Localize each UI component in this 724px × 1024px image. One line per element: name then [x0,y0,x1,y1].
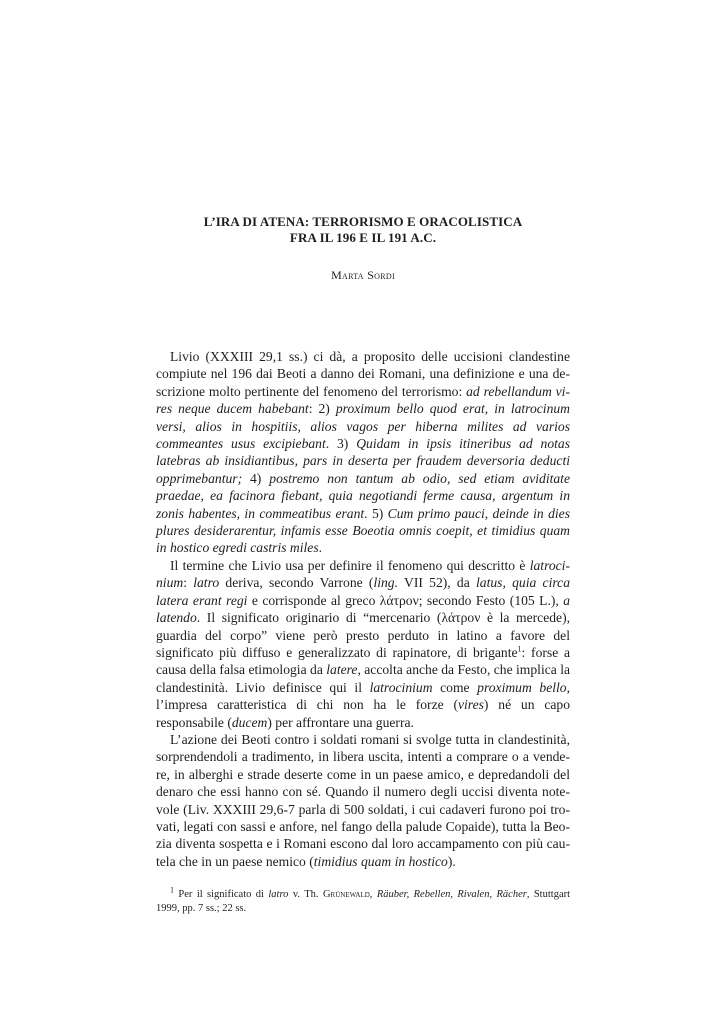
text-run: timidius quam in hostico [313,853,448,869]
author-name: Marta Sordi [331,268,395,282]
text-run: vires [458,697,484,713]
footnote [156,885,571,916]
text-run: Räuber, Rebellen, Rivalen, Rächer [376,889,527,901]
text-run: Cum primo pauci, deinde in dies plures desiderarentur, infamis esse Boeotia omnis coepit, et timidius quam in hostico egredi castris miles [156,505,570,556]
text-run: come [432,679,478,695]
text-run: latrocinium [369,679,433,695]
text-run: : forse a causa della falsa etimologia da [156,644,570,678]
text-run: v. Th. [288,889,323,901]
text-run: , Stuttgart 1999, pp. 7 ss.; 22 ss. [156,889,571,915]
text-run: L’azione dei Beoti contro i soldati romani si svolge tutta in clandestinità, sorprendendoli a tradimento, in libera uscita, intenti a comprare o a vendere, in alberghi e strade deserte come in un paese amico, e depredandoli del denaro che essi hanno con sé. Quando il numero degli uccisi diventa notevole (Liv. XXXIII 29,6-7 parla di 500 soldati, i cui cadaveri furono poi trovati, legati con sassi e anfore, nel fango della palude Copaide), tutta la Beozia diventa sospetta e i Romani escono dal loro accampamento con più cautela che in un paese nemico ( [156,731,570,869]
title-line-1: L’IRA DI ATENA: TERRORISMO E ORACOLISTICA [203,214,523,229]
text-run: ling. [373,575,398,591]
text-run: latro [193,575,220,591]
text-run: Il termine che Livio usa per definire il fenomeno qui descritto è [170,557,530,573]
text-run: postremo non tantum ab odio, sed etiam aviditate praedae, ea facinora fiebant, quia negotiandi ferme causa, argentum in zonis habentes, in commeatibus erant [156,470,570,521]
text-run: latro [268,889,289,901]
text-run: deriva, secondo Varrone ( [219,575,374,591]
text-run: latere [326,662,358,678]
text-run: e corrisponde al greco λάτρον; secondo Festo (105 L.), [247,592,564,608]
text-run: a latendo [156,592,571,626]
body-text [156,348,570,870]
paragraph-3 [156,731,570,870]
text-run: VII 52), da [398,575,477,591]
article-title [156,214,570,246]
text-run: , [369,889,377,901]
text-run: Grünewald [322,889,370,901]
text-run: Quidam in ipsis itineribus ad notas latebras ab insidiantibus, pars in deserta per fraudem deversoria deducti opprimebantur; [156,436,570,486]
text-run: . 3) [325,436,357,452]
text-run: ) né un capo responsabile ( [156,697,570,730]
text-run: proximum bello [477,679,567,695]
paragraph-2 [156,557,570,731]
text-run: latrocinium [156,557,570,591]
footnote-text [156,885,571,916]
footnote-ref[interactable]: 1 [517,644,522,654]
text-run: . Il significato originario di “mercenario (λάτρον è la mercede), guardia del corpo” viene però presto perduto in latino a favore del significato più diffuso e generalizzato di rapinatore, di brigante [156,610,570,660]
text-run: latus, quia circa latera erant regi [156,575,570,608]
text-run: : 2) [308,401,336,417]
title-line-2: FRA IL 196 E IL 191 A.C. [289,230,437,245]
footnote-ref[interactable]: 1 [170,885,174,895]
text-run: : [183,575,194,591]
page [156,214,570,916]
text-run: , accolta anche da Festo, che implica la clandestinità. Livio definisce qui il [156,662,571,695]
text-run: ducem [231,714,268,730]
paragraph-1 [156,348,570,557]
text-run: . 5) [364,505,388,521]
text-run: proximum bello quod erat, in latrocinum versi, alios in hospitiis, alios vagos per hiberna milites ad varios commeantes usus excipiebant [156,401,570,452]
text-run: ). [447,853,456,869]
text-run: ad rebellandum vires neque ducem habebant [156,383,570,417]
text-run: Per il significato di [174,889,269,901]
text-run: ) per affrontare una guerra. [267,714,414,730]
text-run: Livio (XXXIII 29,1 ss.) ci dà, a proposito delle uccisioni clandestine compiute nel 196 dai Beoti a danno dei Romani, una definizione e una descrizione molto pertinente del fenomeno del terrorismo: [156,349,570,399]
text-run: 4) [242,470,270,486]
text-run: . [318,540,323,556]
text-run: , l’impresa caratteristica di chi non ha le forze ( [156,679,570,713]
